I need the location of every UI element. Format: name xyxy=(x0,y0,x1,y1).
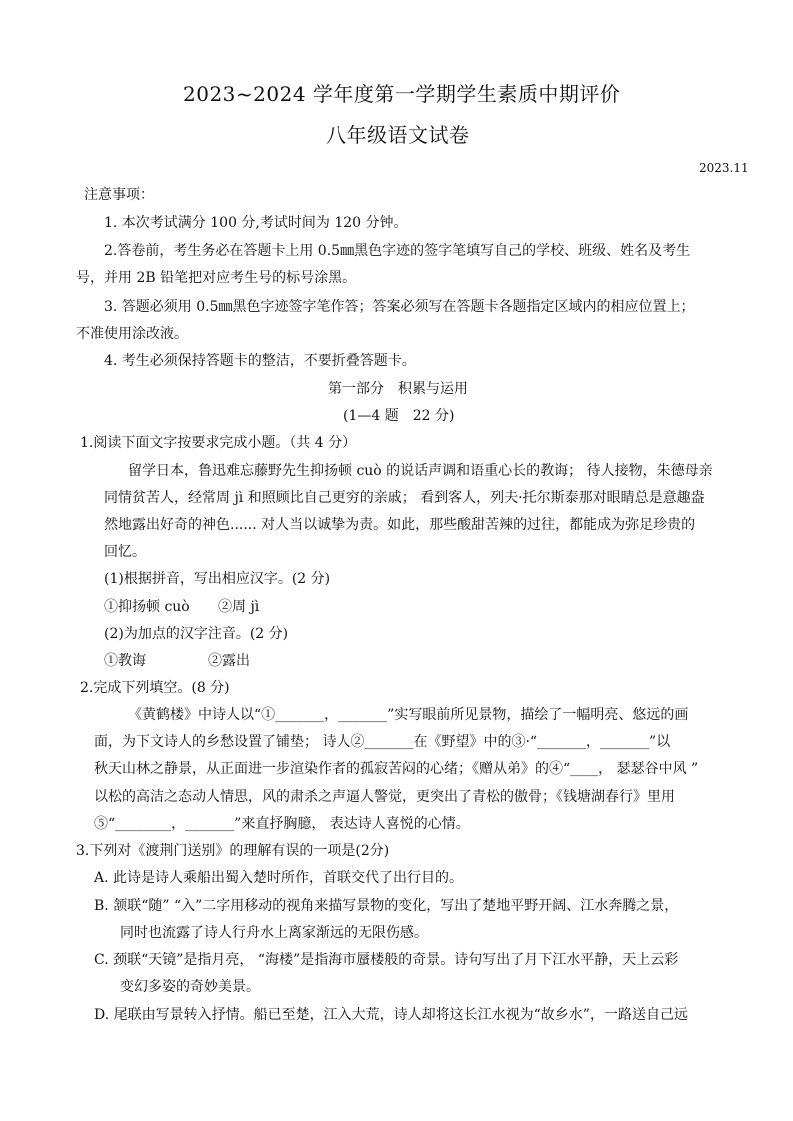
option-d: D. 尾联由写景转入抒情。船已至楚，江入大荒，诗人却将这长江水视为“故乡水”，一路送自己远 xyxy=(94,1007,688,1023)
q2-line: 面，为下文诗人的乡愁设置了铺垫； 诗人②_______在《野望》中的③·“_______，_______”以 xyxy=(94,734,671,750)
sub-item: ②周 jì xyxy=(218,599,260,615)
question-3-stem: 3.下列对《渡荆门送别》的理解有误的一项是(2分) xyxy=(76,843,390,859)
notice-heading: 注意事项： xyxy=(84,187,154,203)
question-2-stem: 2.完成下列填空。(8 分) xyxy=(80,680,230,696)
option-b: B. 颔联“随” “入”二字用移动的视角来描写景物的变化，写出了楚地平野开阔、江水奔腾之景， xyxy=(94,898,679,914)
option-c: C. 颈联“天镜”是指月亮， “海楼”是指海市蜃楼般的奇景。诗句写出了月下江水平静，天上云彩 xyxy=(94,952,679,968)
sub-item: ①教诲 xyxy=(104,653,146,669)
passage-line: 然地露出好奇的神色...... 对人当以诚挚为责。如此，那些酸甜苦辣的过往，都能成为弥足珍贵的 xyxy=(104,517,696,533)
passage-line: 同情贫苦人，经常周 jì 和照顾比自己更穷的亲戚； 看到客人，列夫·托尔斯泰那对眼睛总是意趣盎 xyxy=(104,490,705,506)
exam-subtitle: 八年级语文试卷 xyxy=(326,123,470,147)
notice-line: 号，并用 2B 铅笔把对应考生号的标号涂黑。 xyxy=(76,270,357,286)
exam-title: 2023~2024 学年度第一学期学生素质中期评价 xyxy=(183,82,621,106)
section-range: (1—4 题 22 分) xyxy=(343,408,455,424)
notice-line: 4. 考生必须保持答题卡的整洁，不要折叠答题卡。 xyxy=(104,353,416,369)
notice-line: 不准使用涂改液。 xyxy=(76,326,188,342)
q2-line: 《黄鹤楼》中诗人以“①_______，_______”实写眼前所见景物，描绘了一幅明亮、悠远的画 xyxy=(128,707,689,723)
q2-line: 秋天山林之静景，从正面进一步渲染作者的孤寂苦闷的心绪；《赠从弟》的④“____， 瑟瑟谷中风 ” xyxy=(94,761,699,777)
q2-line: 以松的高洁之态动人情思，风的肃杀之声逼人警觉，更突出了青松的傲骨；《钱塘湖春行》里用 xyxy=(94,789,675,805)
q2-line: ⑤“________，_______”来直抒胸臆， 表达诗人喜悦的心情。 xyxy=(94,816,470,832)
passage-line: 回忆。 xyxy=(104,544,146,560)
section-title: 第一部分 积累与运用 xyxy=(328,381,468,397)
sub-item: ①抑扬顿 cuò xyxy=(104,599,190,615)
sub-question-2: (2)为加点的汉字注音。(2 分) xyxy=(104,626,289,642)
notice-line: 1. 本次考试满分 100 分,考试时间为 120 分钟。 xyxy=(104,215,408,231)
option-a: A. 此诗是诗人乘船出蜀入楚时所作，首联交代了出行目的。 xyxy=(94,870,464,886)
exam-date: 2023.11 xyxy=(699,161,749,175)
notice-line: 3. 答题必须用 0.5㎜黑色字迹签字笔作答；答案必须写在答题卡各题指定区域内的相应位置上； xyxy=(104,299,695,315)
passage-line: 留学日本，鲁迅难忘藤野先生抑扬顿 cuò 的说话声调和语重心长的教诲； 待人接物，朱德母亲 xyxy=(128,463,713,479)
sub-question-1: (1)根据拼音，写出相应汉字。(2 分) xyxy=(104,571,331,587)
notice-line: 2.答卷前，考生务必在答题卡上用 0.5㎜黑色字迹的签字笔填写自己的学校、班级、姓名及考生 xyxy=(104,243,691,259)
option-c-cont: 变幻多姿的奇妙美景。 xyxy=(120,979,260,995)
sub-item: ②露出 xyxy=(208,653,250,669)
question-1-stem: 1.阅读下面文字按要求完成小题。（共 4 分） xyxy=(80,435,357,451)
option-b-cont: 同时也流露了诗人行舟水上离家渐远的无限伤感。 xyxy=(120,925,428,941)
